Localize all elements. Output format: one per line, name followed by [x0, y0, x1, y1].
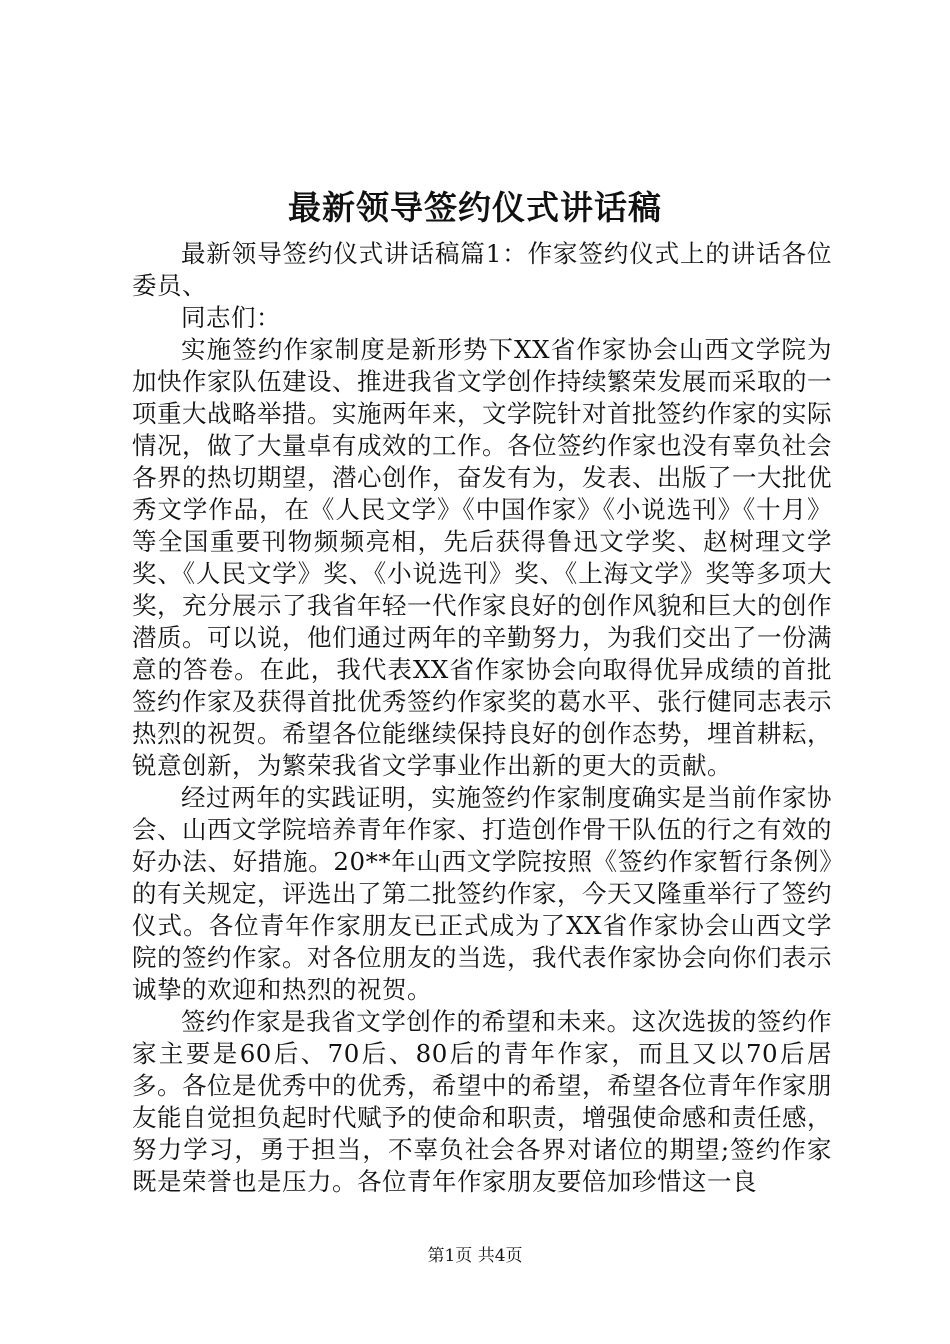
- paragraph-3: 签约作家是我省文学创作的希望和未来。这次选拔的签约作家主要是60后、70后、80后的青年作家，而且又以70后居多。各位是优秀中的优秀，希望中的希望，希望各位青年作家朋友能自觉担负起时代赋予的使命和职责，增强使命感和责任感，努力学习，勇于担当，不辜负社会各界对诸位的期望;签约作家既是荣誉也是压力。各位青年作家朋友要倍加珍惜这一良: [132, 1007, 832, 1196]
- paragraph-salutation: 同志们：: [181, 303, 281, 332]
- paragraph-2: 经过两年的实践证明，实施签约作家制度确实是当前作家协会、山西文学院培养青年作家、打造创作骨干队伍的行之有效的好办法、好措施。20**年山西文学院按照《签约作家暂行条例》的有关规定，评选出了第二批签约作家，今天又隆重举行了签约仪式。各位青年作家朋友已正式成为了XX省作家协会山西文学院的签约作家。对各位朋友的当选，我代表作家协会向你们表示诚挚的欢迎和热烈的祝贺。: [132, 783, 832, 1004]
- paragraph-1: 实施签约作家制度是新形势下XX省作家协会山西文学院为加快作家队伍建设、推进我省文学创作持续繁荣发展而采取的一项重大战略举措。实施两年来，文学院针对首批签约作家的实际情况，做了大量卓有成效的工作。各位签约作家也没有辜负社会各界的热切期望，潜心创作，奋发有为，发表、出版了一大批优秀文学作品，在《人民文学》《中国作家》《小说选刊》《十月》等全国重要刊物频频亮相，先后获得鲁迅文学奖、赵树理文学奖、《人民文学》奖、《小说选刊》奖、《上海文学》奖等多项大奖，充分展示了我省年轻一代作家良好的创作风貌和巨大的创作潜质。可以说，他们通过两年的辛勤努力，为我们交出了一份满意的答卷。在此，我代表XX省作家协会向取得优异成绩的首批签约作家及获得首批优秀签约作家奖的葛水平、张行健同志表示热烈的祝贺。希望各位能继续保持良好的创作态势，埋首耕耘，锐意创新，为繁荣我省文学事业作出新的更大的贡献。: [132, 335, 832, 780]
- document-title: 最新领导签约仪式讲话稿: [288, 188, 662, 227]
- document-body: [132, 238, 832, 1198]
- paragraph-intro: 最新领导签约仪式讲话稿篇1：作家签约仪式上的讲话各位委员、: [132, 239, 832, 300]
- page-number-footer: 第1页 共4页: [427, 1246, 523, 1266]
